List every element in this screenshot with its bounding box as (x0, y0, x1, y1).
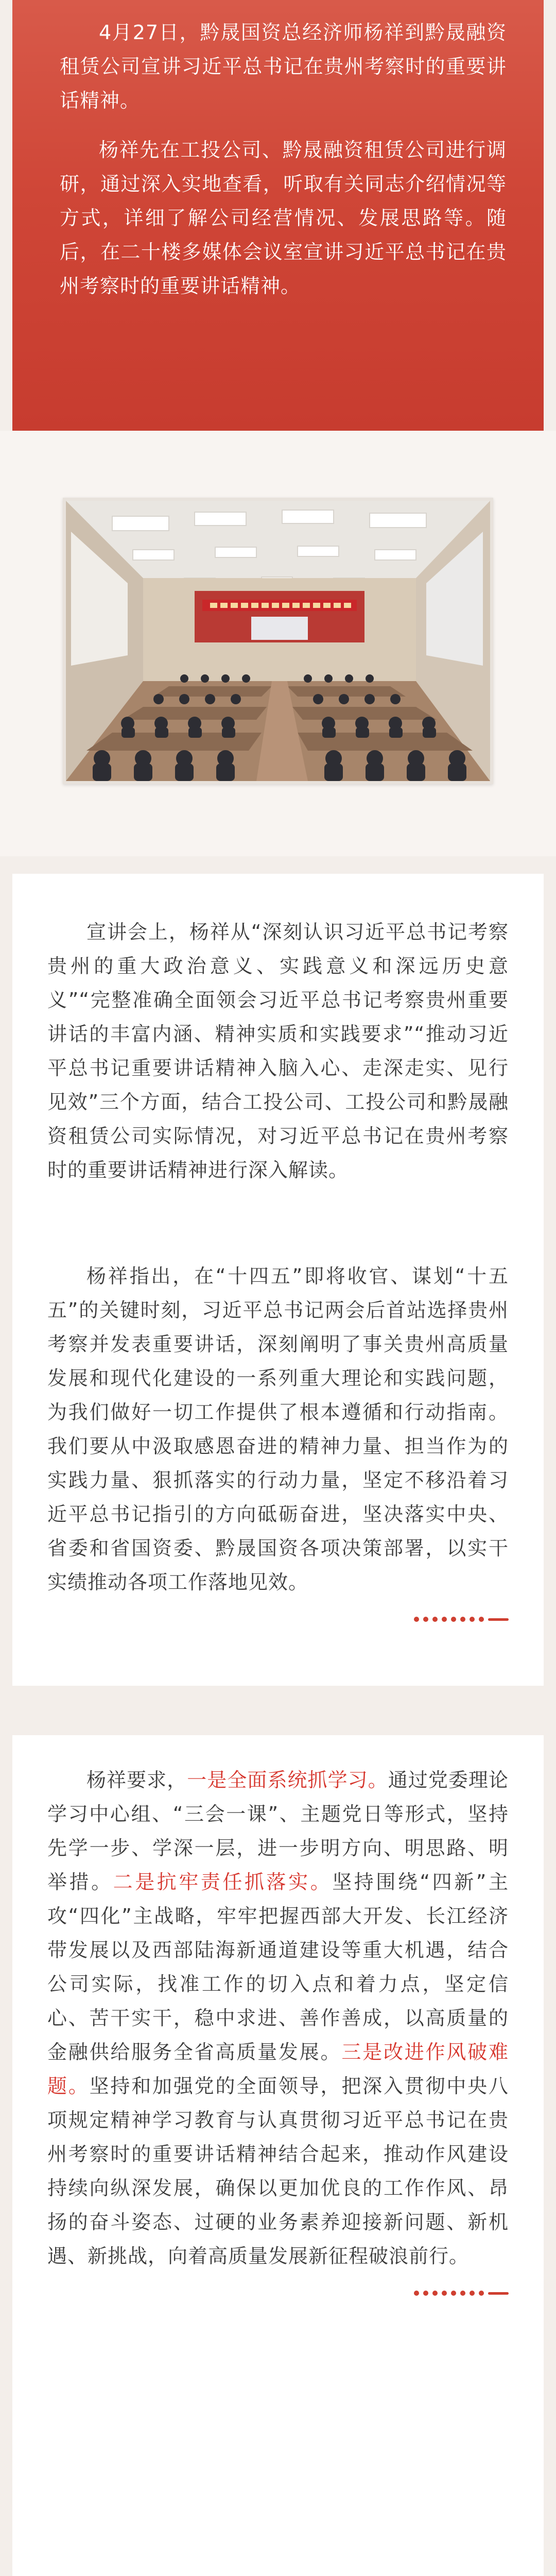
intro-paragraph-2: 杨祥先在工投公司、黔晟融资租赁公司进行调研，通过深入实地查看，听取有关同志介绍情况等方式，详细了解公司经营情况、发展思路等。随后，在二十楼多媒体会议室宣讲习近平总书记在贵州考察时的重要讲话精神。 (60, 139, 507, 297)
dot-divider (47, 2291, 509, 2296)
requirement-1-heading: 一是全面系统抓学习。 (187, 1769, 388, 1791)
requirement-2-heading: 二是抗牢责任抓落实。 (113, 1871, 333, 1893)
intro-red-card (12, 0, 544, 431)
requirement-3-text: 坚持和加强党的全面领导，把深入贯彻中央八项规定精神学习教育与认真贯彻习近平总书记在贵州考察时的重要讲话精神结合起来，推动作风建设持续向纵深发展，确保以更加优良的工作作风、昂扬的奋斗姿态、过硬的业务素养迎接新问题、新机遇、新挑战，向着高质量发展新征程破浪前行。 (47, 2075, 509, 2267)
dot-divider (47, 1617, 509, 1622)
content-card-speech (12, 874, 544, 1686)
requirement-3-heading: 三是改进作风破难题。 (47, 2041, 509, 2097)
meeting-photo (63, 498, 493, 784)
content-card-requirements (12, 1735, 544, 2576)
speech-paragraph: 宣讲会上，杨祥从“深刻认识习近平总书记考察贵州的重大政治意义、实践意义和深远历史意义”“完整准确全面领会习近平总书记考察贵州重要讲话的丰富内涵、精神实质和实践要求”“推动习近平总书记重要讲话精神入脑入心、走深走实、见行见效”三个方面，结合工投公司、工投公司和黔晟融资租赁公司实际情况，对习近平总书记在贵州考察时的重要讲话精神进行深入解读。 (47, 921, 509, 1181)
photo-section (0, 431, 556, 856)
requirements-intro: 杨祥要求， (86, 1769, 187, 1791)
requirement-1-text: 通过党委理论学习中心组、“三会一课”、主题党日等形式，坚持先学一步、学深一层，进一步明方向、明思路、明举措。 (47, 1769, 509, 1893)
remarks-paragraph: 杨祥指出，在“十四五”即将收官、谋划“十五五”的关键时刻，习近平总书记两会后首站选择贵州考察并发表重要讲话，深刻阐明了事关贵州高质量发展和现代化建设的一系列重大理论和实践问题，为我们做好一切工作提供了根本遵循和行动指南。我们要从中汲取感恩奋进的精神力量、担当作为的实践力量、狠抓落实的行动力量，坚定不移沿着习近平总书记指引的方向砥砺奋进，坚决落实中央、省委和省国资委、黔晟国资各项决策部署，以实干实绩推动各项工作落地见效。 (47, 1265, 509, 1594)
intro-paragraph-1: 4月27日，黔晟国资总经济师杨祥到黔晟融资租赁公司宣讲习近平总书记在贵州考察时的重要讲话精神。 (60, 21, 507, 112)
paragraph-gap (47, 1187, 509, 1259)
requirement-2-text: 坚持围绕“四新”主攻“四化”主战略，牢牢把握西部大开发、长江经济带发展以及西部陆海新通道建设等重大机遇，结合公司实际，找准工作的切入点和着力点，坚定信心、苦干实干，稳中求进、善作善成，以高质量的金融供给服务全省高质量发展。 (47, 1871, 509, 2063)
requirements-paragraph (47, 1763, 509, 2273)
meeting-room-image (66, 501, 490, 781)
